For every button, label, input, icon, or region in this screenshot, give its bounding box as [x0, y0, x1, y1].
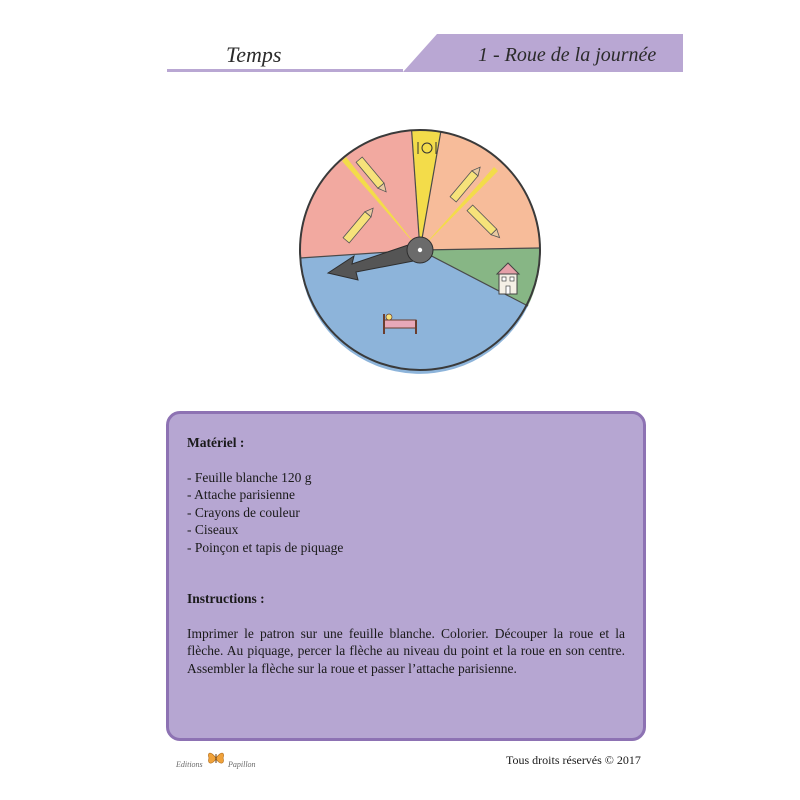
section-title: Temps [226, 42, 282, 67]
list-item: - Ciseaux [187, 522, 239, 537]
butterfly-icon [206, 748, 226, 768]
list-item: - Poinçon et tapis de piquage [187, 539, 344, 555]
instructions-title: Instructions : [187, 591, 265, 606]
list-item: - Crayons de couleur [187, 504, 300, 520]
logo-text-left: Editions [176, 760, 203, 769]
page-header [0, 0, 800, 80]
day-wheel [284, 114, 556, 386]
logo-text-right: Papillon [228, 760, 256, 769]
publisher-logo [176, 748, 266, 774]
list-item: - Feuille blanche 120 g [187, 469, 312, 485]
instructions-card [166, 411, 646, 741]
materials-title: Matériel : [187, 435, 245, 450]
materials-list [187, 469, 625, 557]
page-title: 1 - Roue de la journée [478, 44, 657, 66]
instructions-text: Imprimer le patron sur une feuille blanche. Colorier. Découper la roue et la flèche. Au piquage, percer la flèche au niveau du point et la roue en son centre. Assembler la flèche sur la roue et passer l’attache parisienne. [187, 625, 625, 676]
list-item: - Attache parisienne [187, 487, 295, 502]
sector-red [300, 130, 420, 258]
header-underline [167, 69, 403, 72]
copyright-text: Tous droits réservés © 2017 [506, 753, 641, 767]
